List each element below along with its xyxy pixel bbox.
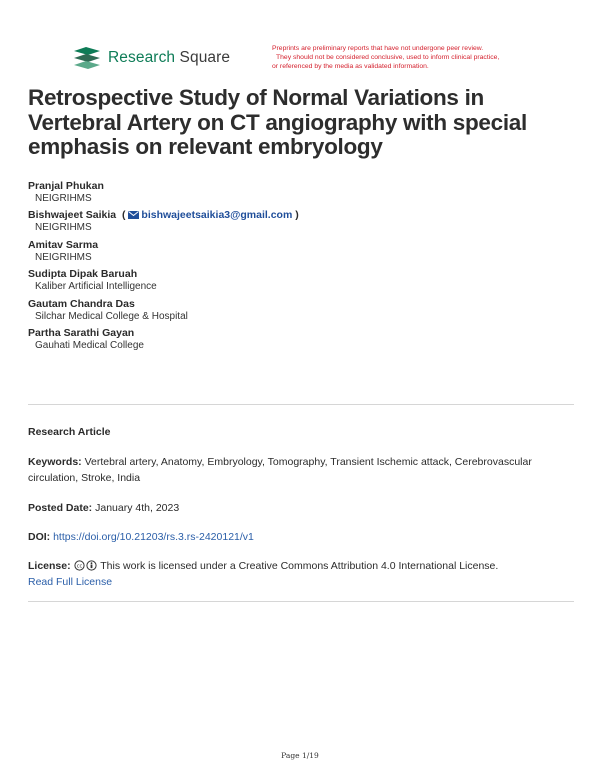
divider: [28, 404, 574, 405]
envelope-icon: [128, 211, 139, 219]
keywords-value: Vertebral artery, Anatomy, Embryology, Tomography, Transient Ischemic attack, Cerebrovascular circulation, Stroke, India: [28, 456, 532, 484]
research-square-logo-icon: [72, 46, 102, 70]
author-name: Amitav Sarma: [28, 238, 99, 251]
author-name-corresponding: Bishwajeet Saikia ( bishwajeetsaikia3@gmail.com ): [28, 209, 299, 222]
preprint-notice-line-3: or referenced by the media as validated information.: [272, 62, 429, 70]
article-type-label: Research Article: [28, 426, 111, 438]
paper-title: Retrospective Study of Normal Variations in Vertebral Artery on CT angiography with special emphasis on relevant embryology: [28, 85, 527, 159]
doi-link[interactable]: https://doi.org/10.21203/rs.3.rs-2420121/v1: [53, 531, 254, 543]
author-email-link[interactable]: [125, 209, 292, 221]
author-affiliation: NEIGRIHMS: [35, 222, 92, 234]
preprint-notice-line-2: They should not be considered conclusive, used to inform clinical practice,: [276, 53, 500, 61]
research-square-logo[interactable]: [72, 46, 230, 70]
author-name: Pranjal Phukan: [28, 180, 104, 192]
preprint-notice-line-1: Preprints are preliminary reports that have not undergone peer review.: [272, 45, 484, 52]
author-name: Sudipta Dipak Baruah: [28, 268, 138, 281]
author-affiliation: NEIGRIHMS: [35, 251, 92, 263]
author-name: Partha Sarathi Gayan: [28, 327, 135, 340]
divider: [28, 601, 574, 602]
author-list: [28, 180, 568, 357]
license-label: License:: [28, 560, 71, 572]
doi-label: DOI:: [28, 531, 51, 543]
author-name: Gautam Chandra Das: [28, 297, 135, 310]
logo-text: Research Square: [108, 49, 231, 66]
keywords: [28, 454, 574, 486]
author-affiliation: Gauhati Medical College: [35, 340, 144, 352]
svg-text:cc: cc: [76, 563, 82, 570]
author-affiliation: NEIGRIHMS: [35, 193, 92, 204]
author-affiliation: Kaliber Artificial Intelligence: [35, 281, 157, 293]
preprint-notice: [272, 45, 542, 71]
author-affiliation: Silchar Medical College & Hospital: [35, 310, 188, 322]
posted-date-label: Posted Date:: [28, 502, 93, 514]
posted-date-value: January 4th, 2023: [95, 502, 180, 514]
read-full-license-link[interactable]: Read Full License: [28, 576, 113, 588]
creative-commons-icon: [74, 560, 98, 571]
author-name-text: Bishwajeet Saikia: [28, 209, 117, 222]
page-number: Page 1/19: [281, 751, 319, 760]
keywords-label: Keywords:: [28, 456, 82, 468]
author-email-text: bishwajeetsaikia3@gmail.com: [141, 209, 293, 222]
article-type: [28, 424, 574, 440]
doi: [28, 529, 574, 545]
posted-date: [28, 500, 574, 516]
license: [28, 558, 574, 590]
license-text: This work is licensed under a Creative Commons Attribution 4.0 International License.: [100, 560, 499, 572]
